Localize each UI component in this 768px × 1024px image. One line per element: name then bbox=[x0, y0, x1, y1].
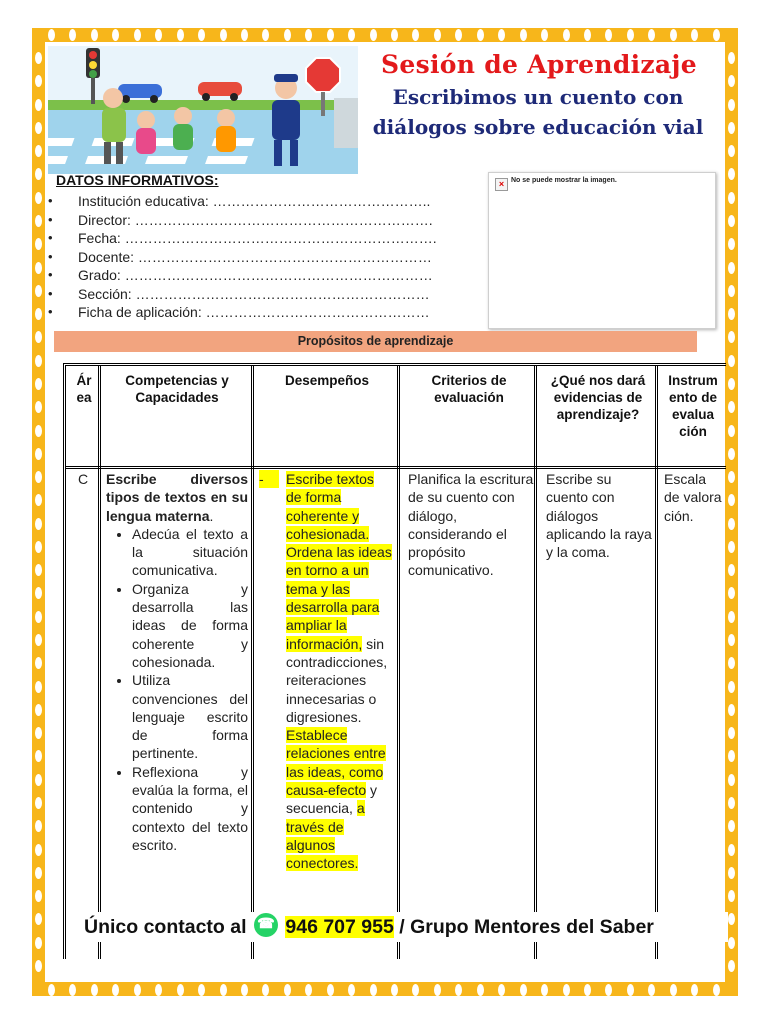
frame-dot bbox=[605, 29, 612, 41]
frame-dot bbox=[728, 657, 735, 669]
capacidad-item: • Reflexiona y evalúa la forma, el contenido y contexto del texto escrito. bbox=[132, 763, 248, 854]
frame-dot bbox=[35, 913, 42, 925]
road-safety-illustration bbox=[48, 46, 358, 174]
frame-dot bbox=[35, 99, 42, 111]
frame-dot bbox=[35, 192, 42, 204]
frame-dot bbox=[348, 29, 355, 41]
frame-dot bbox=[35, 960, 42, 972]
header-area: Ár ea bbox=[76, 373, 92, 405]
frame-dot bbox=[35, 378, 42, 390]
frame-dot bbox=[412, 29, 419, 41]
frame-dot bbox=[35, 681, 42, 693]
frame-dot bbox=[35, 774, 42, 786]
frame-dot bbox=[177, 29, 184, 41]
frame-dot bbox=[563, 984, 570, 996]
frame-dot bbox=[412, 984, 419, 996]
broken-image-icon: × bbox=[495, 178, 508, 191]
desempeno-highlight-5: a través de algunos conectores. bbox=[286, 800, 365, 872]
frame-dot bbox=[648, 984, 655, 996]
frame-dot bbox=[728, 52, 735, 64]
frame-dots-left bbox=[35, 52, 42, 972]
frame-dot bbox=[35, 471, 42, 483]
frame-dot bbox=[35, 262, 42, 274]
broken-image-placeholder bbox=[488, 172, 716, 329]
frame-dot bbox=[35, 867, 42, 879]
frame-dot bbox=[627, 29, 634, 41]
desempeno-highlight-1: Escribe textos de forma coherente y cohesionada. Ordena las ideas en torno a un tema y las desarrolla para ampliar la información, bbox=[286, 471, 392, 652]
frame-dot bbox=[541, 984, 548, 996]
datos-item-ficha: • Ficha de aplicación: ………………………………………… bbox=[48, 303, 518, 322]
frame-dot bbox=[605, 984, 612, 996]
broken-image-message: No se puede mostrar la imagen. bbox=[511, 177, 617, 184]
frame-dot bbox=[241, 984, 248, 996]
frame-dot bbox=[35, 168, 42, 180]
frame-dot bbox=[434, 29, 441, 41]
footer-prefix: Único contacto al bbox=[84, 916, 252, 938]
frame-dot bbox=[728, 308, 735, 320]
desempeno-highlight-3: Establece relaciones entre las ideas, como causa-efecto bbox=[286, 727, 386, 799]
frame-dot bbox=[35, 238, 42, 250]
frame-dot bbox=[728, 494, 735, 506]
frame-dot bbox=[728, 401, 735, 413]
frame-dot bbox=[35, 727, 42, 739]
page-subtitle: Escribimos un cuento con diálogos sobre educación vial bbox=[372, 85, 704, 139]
frame-dot bbox=[477, 984, 484, 996]
cell-competencias: Escribe diversos tipos de textos en su lengua materna. • Adecúa el texto a la situación comunicativa. • Organiza y desarrolla las ideas de forma coherente y cohesionada. • Utiliza convenciones del lenguaje escrito de forma pertinente. • Reflexiona y evalúa la forma, el contenido y contexto del texto escrito. bbox=[106, 470, 248, 854]
frame-dot bbox=[728, 750, 735, 762]
frame-dot bbox=[670, 29, 677, 41]
frame-dot bbox=[728, 937, 735, 949]
header-competencias: Competencias y Capacidades bbox=[125, 373, 229, 405]
col-criterios-divider bbox=[400, 366, 537, 959]
datos-item-docente: • Docente: ……………………………………………………… bbox=[48, 248, 518, 267]
frame-dot bbox=[391, 984, 398, 996]
frame-dot bbox=[691, 29, 698, 41]
frame-dot bbox=[35, 401, 42, 413]
frame-dot bbox=[584, 984, 591, 996]
desempeno-text-4: y secuencia, bbox=[286, 782, 378, 817]
frame-dot bbox=[35, 494, 42, 506]
header-desempenos: Desempeños bbox=[284, 373, 370, 388]
frame-dot bbox=[241, 29, 248, 41]
frame-dot bbox=[35, 285, 42, 297]
frame-dot bbox=[728, 913, 735, 925]
frame-dot bbox=[691, 984, 698, 996]
frame-dot bbox=[728, 425, 735, 437]
frame-dot bbox=[370, 984, 377, 996]
capacidad-item: • Utiliza convenciones del lenguaje escrito de forma pertinente. bbox=[132, 671, 248, 762]
frame-dot bbox=[35, 611, 42, 623]
competencia-title: Escribe diversos tipos de textos en su lengua materna bbox=[106, 471, 248, 524]
frame-dot bbox=[627, 984, 634, 996]
learning-table bbox=[63, 363, 726, 959]
frame-dot bbox=[728, 471, 735, 483]
frame-dot bbox=[48, 29, 55, 41]
frame-dot bbox=[728, 331, 735, 343]
datos-item-fecha: • Fecha: …………………………………………………………. bbox=[48, 229, 518, 248]
frame-dot bbox=[35, 518, 42, 530]
frame-dot bbox=[35, 331, 42, 343]
frame-dot bbox=[728, 634, 735, 646]
frame-dot bbox=[35, 52, 42, 64]
frame-dot bbox=[455, 984, 462, 996]
frame-dot bbox=[370, 29, 377, 41]
datos-informativos-heading: DATOS INFORMATIVOS: bbox=[56, 172, 219, 188]
frame-dot bbox=[728, 774, 735, 786]
frame-dot bbox=[728, 448, 735, 460]
frame-dot bbox=[327, 29, 334, 41]
col-evidencias-divider bbox=[537, 366, 658, 959]
frame-dot bbox=[35, 564, 42, 576]
frame-dot bbox=[91, 984, 98, 996]
capacidades-list bbox=[106, 525, 248, 854]
frame-dot bbox=[728, 541, 735, 553]
frame-dot bbox=[35, 797, 42, 809]
frame-dots-right bbox=[728, 52, 735, 972]
frame-dot bbox=[728, 820, 735, 832]
frame-dot bbox=[155, 984, 162, 996]
frame-dot bbox=[35, 355, 42, 367]
frame-dot bbox=[670, 984, 677, 996]
whatsapp-icon bbox=[254, 913, 278, 937]
frame-dot bbox=[112, 29, 119, 41]
frame-dot bbox=[35, 122, 42, 134]
frame-dot bbox=[477, 29, 484, 41]
propositos-heading: Propósitos de aprendizaje bbox=[54, 331, 697, 352]
frame-dot bbox=[728, 587, 735, 599]
frame-dot bbox=[728, 564, 735, 576]
frame-dot bbox=[220, 984, 227, 996]
frame-dot bbox=[541, 29, 548, 41]
frame-dot bbox=[35, 448, 42, 460]
frame-dot bbox=[728, 285, 735, 297]
header-evidencias: ¿Qué nos dará evidencias de aprendizaje? bbox=[550, 373, 646, 422]
frame-dot bbox=[713, 29, 720, 41]
frame-dot bbox=[728, 355, 735, 367]
frame-dot bbox=[35, 145, 42, 157]
frame-dot bbox=[498, 984, 505, 996]
frame-dot bbox=[134, 29, 141, 41]
frame-dot bbox=[728, 960, 735, 972]
frame-dot bbox=[327, 984, 334, 996]
datos-item-institucion: • Institución educativa: ……………………………………….. bbox=[48, 192, 518, 211]
frame-dot bbox=[728, 215, 735, 227]
frame-dot bbox=[728, 518, 735, 530]
page-title: Sesión de Aprendizaje bbox=[381, 50, 697, 79]
frame-dot bbox=[728, 797, 735, 809]
frame-dot bbox=[35, 634, 42, 646]
frame-dot bbox=[35, 587, 42, 599]
header-criterios: Criterios de evaluación bbox=[431, 373, 507, 405]
frame-dot bbox=[35, 704, 42, 716]
frame-dot bbox=[728, 727, 735, 739]
frame-dot bbox=[35, 937, 42, 949]
frame-dot bbox=[728, 145, 735, 157]
frame-dot bbox=[35, 844, 42, 856]
cell-desempenos bbox=[259, 470, 393, 873]
frame-dot bbox=[134, 984, 141, 996]
frame-dot bbox=[35, 215, 42, 227]
frame-dot bbox=[348, 984, 355, 996]
frame-dot bbox=[728, 681, 735, 693]
frame-dot bbox=[728, 378, 735, 390]
frame-dot bbox=[520, 29, 527, 41]
capacidad-item: • Adecúa el texto a la situación comunicativa. bbox=[132, 525, 248, 580]
header-row-divider bbox=[66, 466, 726, 469]
header-instrumento: Instrum ento de evalua ción bbox=[668, 373, 718, 439]
frame-dot bbox=[262, 29, 269, 41]
frame-dot bbox=[35, 541, 42, 553]
frame-dot bbox=[455, 29, 462, 41]
footer-phone: 946 707 955 bbox=[285, 916, 394, 938]
frame-dot bbox=[220, 29, 227, 41]
frame-dot bbox=[35, 425, 42, 437]
cell-instrumento: Escala de valora ción. bbox=[664, 471, 722, 524]
frame-dot bbox=[728, 844, 735, 856]
frame-dot bbox=[69, 29, 76, 41]
frame-dot bbox=[584, 29, 591, 41]
cell-area: C bbox=[78, 471, 89, 487]
frame-dot bbox=[305, 29, 312, 41]
frame-dot bbox=[563, 29, 570, 41]
frame-dot bbox=[728, 168, 735, 180]
frame-dot bbox=[520, 984, 527, 996]
frame-dot bbox=[713, 984, 720, 996]
frame-dot bbox=[69, 984, 76, 996]
frame-dot bbox=[728, 75, 735, 87]
frame-dot bbox=[112, 984, 119, 996]
frame-dot bbox=[35, 75, 42, 87]
frame-dot bbox=[728, 192, 735, 204]
frame-dot bbox=[198, 984, 205, 996]
frame-dot bbox=[728, 99, 735, 111]
frame-dot bbox=[177, 984, 184, 996]
desempeno-text-2: sin contradicciones, reiteraciones innecesarias o digresiones. bbox=[286, 635, 388, 725]
frame-dot bbox=[434, 984, 441, 996]
datos-informativos-list bbox=[48, 192, 518, 322]
frame-dot bbox=[648, 29, 655, 41]
frame-dot bbox=[35, 890, 42, 902]
frame-dot bbox=[262, 984, 269, 996]
frame-dot bbox=[284, 29, 291, 41]
cell-evidencias: Escribe su cuento con diálogos aplicando la raya y la coma. bbox=[546, 471, 652, 561]
frame-dots-bottom bbox=[48, 984, 720, 996]
datos-item-grado: • Grado: ………………………………………………………… bbox=[48, 266, 518, 285]
datos-item-director: • Director: ………………………………………………………. bbox=[48, 211, 518, 230]
datos-item-seccion: • Sección: ……………………………………………………… bbox=[48, 285, 518, 304]
frame-dot bbox=[728, 122, 735, 134]
frame-dot bbox=[35, 820, 42, 832]
frame-dot bbox=[391, 29, 398, 41]
frame-dot bbox=[35, 750, 42, 762]
frame-dot bbox=[284, 984, 291, 996]
desempeno-dash: - bbox=[259, 470, 279, 488]
frame-dot bbox=[35, 657, 42, 669]
frame-dot bbox=[728, 867, 735, 879]
frame-dot bbox=[198, 29, 205, 41]
frame-dot bbox=[728, 238, 735, 250]
frame-dot bbox=[498, 29, 505, 41]
footer-contact bbox=[84, 913, 654, 939]
capacidad-item: • Organiza y desarrolla las ideas de forma coherente y cohesionada. bbox=[132, 580, 248, 671]
col-area-divider bbox=[66, 366, 101, 959]
frame-dot bbox=[728, 262, 735, 274]
frame-dot bbox=[35, 308, 42, 320]
cell-criterios: Planifica la escritura de su cuento con diálogo, considerando el propósito comunicativo. bbox=[408, 471, 534, 579]
frame-dot bbox=[728, 704, 735, 716]
frame-dot bbox=[728, 890, 735, 902]
frame-dot bbox=[48, 984, 55, 996]
frame-dot bbox=[91, 29, 98, 41]
frame-dot bbox=[305, 984, 312, 996]
frame-dot bbox=[155, 29, 162, 41]
frame-dots-top bbox=[48, 29, 720, 41]
frame-dot bbox=[728, 611, 735, 623]
footer-suffix: / Grupo Mentores del Saber bbox=[393, 916, 654, 938]
